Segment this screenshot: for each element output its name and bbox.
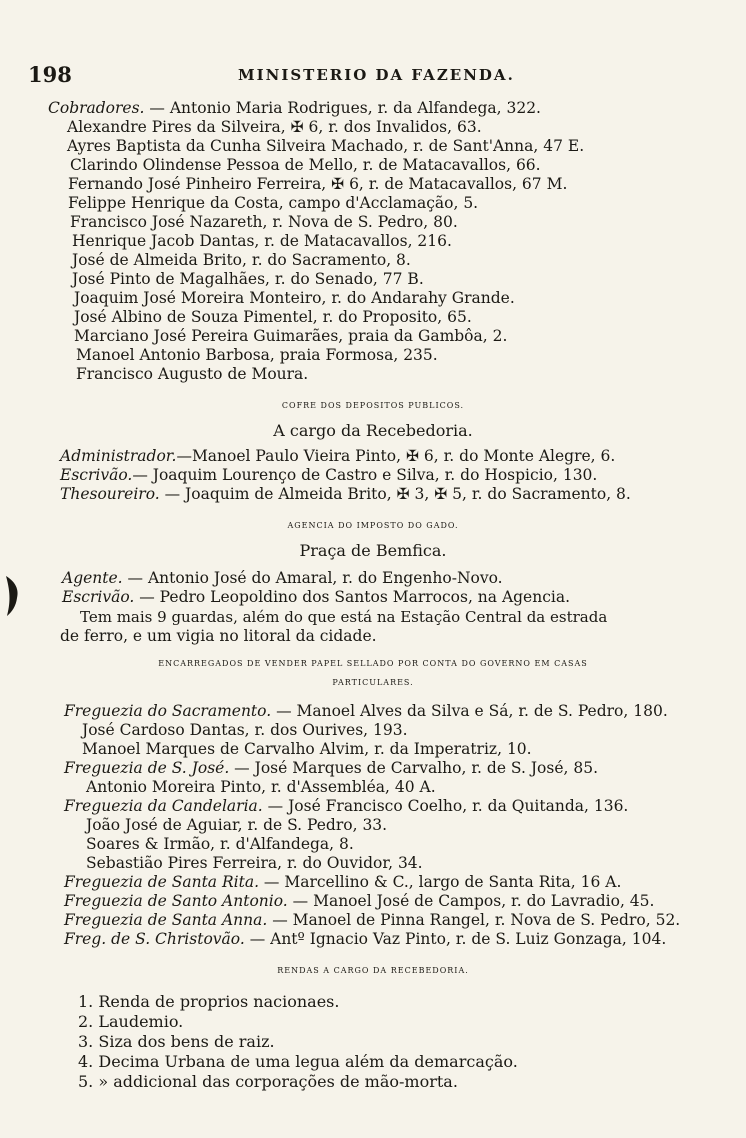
entry-text: — José Francisco Coelho, r. da Quitanda, 136. [262, 797, 629, 815]
section-heading-cofre: COFRE DOS DEPOSITOS PUBLICOS. [281, 401, 465, 410]
list-item: João José de Aguiar, r. de S. Pedro, 33. [86, 816, 388, 834]
parish-label: Freguezia de Santa Rita. [64, 873, 259, 891]
list-item: Francisco José Nazareth, r. Nova de S. Pedro, 80. [70, 213, 458, 231]
list-item [78, 1052, 518, 1071]
entry-text: — Joaquim Lourenço de Castro e Silva, r. do Hospicio, 130. [132, 466, 598, 484]
list-item: Manoel Marques de Carvalho Alvim, r. da Imperatriz, 10. [82, 740, 532, 758]
entry-text: — Antonio José do Amaral, r. do Engenho-Novo. [122, 569, 503, 587]
cofre-row [60, 447, 615, 466]
entry-text: —Manoel Paulo Vieira Pinto, ✠ 6, r. do Monte Alegre, 6. [176, 447, 616, 465]
page-number: 198 [28, 62, 72, 87]
list-item [78, 1012, 183, 1031]
item-number: 5. [78, 1072, 94, 1091]
list-item: Ayres Baptista da Cunha Silveira Machado, r. de Sant'Anna, 47 E. [67, 137, 585, 155]
list-item [78, 1032, 275, 1051]
agencia-row [62, 569, 503, 588]
role-label: Escrivão. [62, 588, 135, 606]
role-label: Agente. [62, 569, 123, 587]
list-item: Antonio Moreira Pinto, r. d'Assembléa, 40 A. [86, 778, 436, 796]
item-number: 4. [78, 1052, 94, 1071]
item-text: » addicional das corporações de mão-morta. [98, 1072, 458, 1091]
list-item: Alexandre Pires da Silveira, ✠ 6, r. dos Invalidos, 63. [67, 118, 482, 136]
entry-text: — José Marques de Carvalho, r. de S. José, 85. [229, 759, 599, 777]
list-item [78, 1072, 458, 1091]
item-text: Decima Urbana de uma legua além da demarcação. [98, 1052, 518, 1071]
cofre-row [60, 485, 631, 504]
section-heading-rendas: RENDAS A CARGO DA RECEBEDORIA. [277, 966, 469, 975]
agencia-note-line: de ferro, e um vigia no litoral da cidade. [60, 627, 377, 645]
parish-row [64, 911, 680, 930]
list-item: Clarindo Olindense Pessoa de Mello, r. de Matacavallos, 66. [70, 156, 541, 174]
item-number: 1. [78, 992, 94, 1011]
list-item: José Cardoso Dantas, r. dos Ourives, 193. [82, 721, 408, 739]
page-header [28, 62, 728, 90]
parish-label: Freguezia de Santo Antonio. [64, 892, 288, 910]
role-label: Administrador. [60, 447, 177, 465]
role-label: Cobradores. [48, 99, 145, 117]
list-item: José Albino de Souza Pimentel, r. do Proposito, 65. [74, 308, 472, 326]
cobradores-first-line [48, 99, 541, 118]
list-item: José de Almeida Brito, r. do Sacramento, 8. [72, 251, 411, 269]
role-label: Thesoureiro. [60, 485, 160, 503]
list-item: Francisco Augusto de Moura. [76, 365, 309, 383]
entry-text: — Antonio Maria Rodrigues, r. da Alfandega, 322. [144, 99, 541, 117]
entry-text: — Manoel de Pinna Rangel, r. Nova de S. Pedro, 52. [267, 911, 681, 929]
list-item: Henrique Jacob Dantas, r. de Matacavallos, 216. [72, 232, 452, 250]
parish-label: Freguezia da Candelaria. [64, 797, 263, 815]
parish-row [64, 759, 598, 778]
item-text: Renda de proprios nacionaes. [98, 992, 340, 1011]
list-item: Joaquim José Moreira Monteiro, r. do Andarahy Grande. [74, 289, 515, 307]
parish-row [64, 797, 628, 816]
agencia-row [62, 588, 570, 607]
entry-text: — Manoel José de Campos, r. do Lavradio, 45. [287, 892, 655, 910]
section-heading-encarregados: ENCARREGADOS DE VENDER PAPEL SELLADO POR CONTA DO GOVERNO EM CASAS [158, 659, 588, 668]
list-item: Felippe Henrique da Costa, campo d'Acclamação, 5. [68, 194, 479, 212]
role-label: Escrivão. [60, 466, 133, 484]
page-title: MINISTERIO DA FAZENDA. [238, 66, 515, 84]
parish-row [64, 892, 654, 911]
entry-text: — Marcellino & C., largo de Santa Rita, 16 A. [259, 873, 622, 891]
list-item [78, 992, 339, 1011]
list-item: Marciano José Pereira Guimarães, praia da Gambôa, 2. [74, 327, 508, 345]
item-text: Laudemio. [98, 1012, 184, 1031]
parish-label: Freguezia de S. José. [64, 759, 230, 777]
item-number: 3. [78, 1032, 94, 1051]
entry-text: — Joaquim de Almeida Brito, ✠ 3, ✠ 5, r. do Sacramento, 8. [159, 485, 631, 503]
agencia-note-line: Tem mais 9 guardas, além do que está na Estação Central da estrada [80, 608, 608, 626]
entry-text: — Pedro Leopoldino dos Santos Marrocos, na Agencia. [134, 588, 571, 606]
section-heading-encarregados-cont: PARTICULARES. [332, 678, 414, 687]
section-subheading-cofre: A cargo da Recebedoria. [273, 421, 473, 440]
list-item: José Pinto de Magalhães, r. do Senado, 77 B. [72, 270, 424, 288]
binding-mark-icon [4, 574, 20, 618]
item-number: 2. [78, 1012, 94, 1031]
section-subheading-agencia: Praça de Bemfica. [299, 541, 447, 560]
parish-row [64, 873, 621, 892]
parish-row [64, 930, 666, 949]
list-item: Manoel Antonio Barbosa, praia Formosa, 235. [76, 346, 438, 364]
parish-row [64, 702, 668, 721]
list-item: Sebastião Pires Ferreira, r. do Ouvidor, 34. [86, 854, 423, 872]
entry-text: — Antº Ignacio Vaz Pinto, r. de S. Luiz Gonzaga, 104. [244, 930, 667, 948]
list-item: Fernando José Pinheiro Ferreira, ✠ 6, r. de Matacavallos, 67 M. [68, 175, 568, 193]
parish-label: Freguezia de Santa Anna. [64, 911, 268, 929]
parish-label: Freguezia do Sacramento. [64, 702, 272, 720]
parish-label: Freg. de S. Christovão. [64, 930, 245, 948]
section-heading-agencia: AGENCIA DO IMPOSTO DO GADO. [287, 521, 459, 530]
cofre-row [60, 466, 597, 485]
entry-text: — Manoel Alves da Silva e Sá, r. de S. Pedro, 180. [271, 702, 668, 720]
list-item: Soares & Irmão, r. d'Alfandega, 8. [86, 835, 354, 853]
item-text: Siza dos bens de raiz. [98, 1032, 275, 1051]
